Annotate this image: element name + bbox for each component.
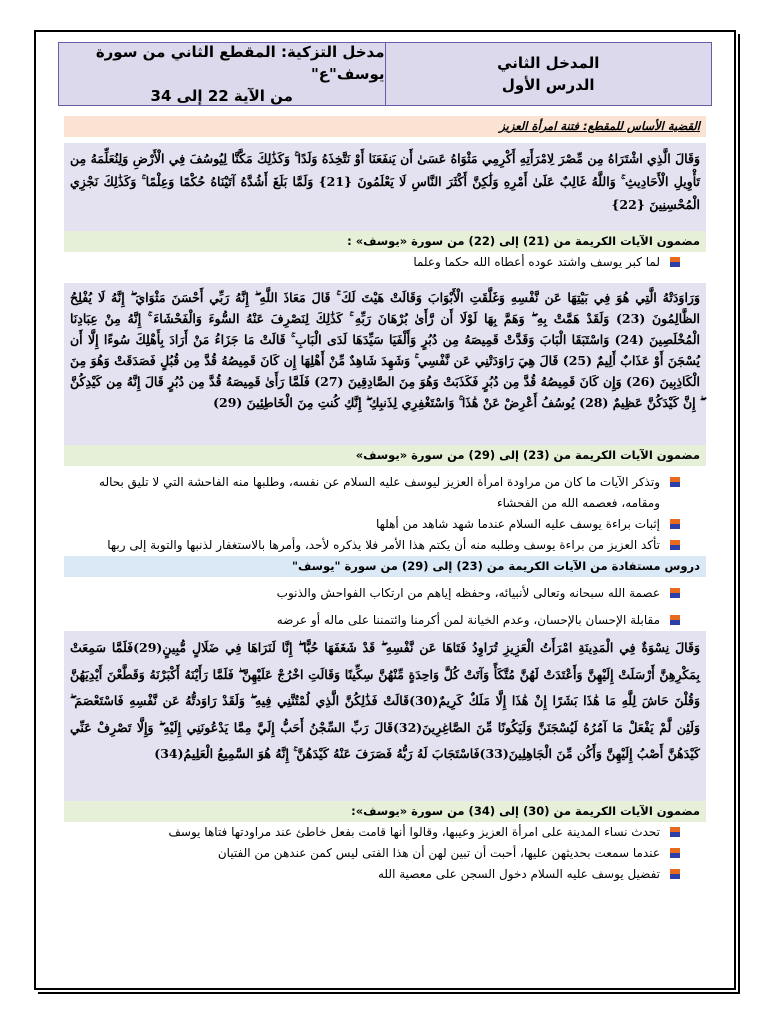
bullet-icon: [670, 540, 680, 550]
verse-block-1: وَقَالَ الَّذِي اشْتَرَاهُ مِن مِّصْرَ لِامْرَأَتِهِ أَكْرِمِي مَثْوَاهُ عَسَىٰ أَن يَنفَعَنَا أَوْ نَتَّخِذَهُ وَلَدًا ۚ وَكَذَٰلِكَ مَكَّنَّا لِيُوسُفَ فِي الْأَرْضِ وَلِنُعَلِّمَهُ مِن تَأْوِيلِ الْأَحَادِيثِ ۚ وَاللَّهُ غَالِبٌ عَلَىٰ أَمْرِهِ وَلَٰكِنَّ أَكْثَرَ النَّاسِ لَا يَعْلَمُونَ {21} وَلَمَّا بَلَغَ أَشُدَّهُ آتَيْنَاهُ حُكْمًا وَعِلْمًا ۚ وَكَذَٰلِكَ نَجْزِي الْمُحْسِنِينَ {22}: [64, 143, 706, 231]
section-heading-4: مضمون الآيات الكريمة من (30) إلى (34) من سورة «يوسف»:: [64, 801, 706, 822]
list-item: تحدث نساء المدينة على امرأة العزيز وعيبها، وقالوا أنها قامت بفعل خاطئ عند مراودتها فتاها يوسف: [70, 822, 680, 843]
bullet-icon: [670, 827, 680, 837]
list-item: عصمة الله سبحانه وتعالى لأنبيائه، وحفظه إياهم من ارتكاب الفواحش والذنوب: [70, 583, 680, 604]
bullet-icon: [670, 477, 680, 487]
section-heading-2: مضمون الآيات الكريمة من (23) إلى (29) من سورة «يوسف»: [64, 445, 706, 466]
bullet-icon: [670, 257, 680, 267]
list-item: لما كبر يوسف واشتد عوده أعطاه الله حكما وعلما: [70, 252, 680, 273]
verse-block-2: وَرَاوَدَتْهُ الَّتِي هُوَ فِي بَيْتِهَا عَن نَّفْسِهِ وَغَلَّقَتِ الْأَبْوَابَ وَقَالَتْ هَيْتَ لَكَ ۚ قَالَ مَعَاذَ اللَّهِ ۖ إِنَّهُ رَبِّي أَحْسَنَ مَثْوَايَ ۖ إِنَّهُ لَا يُفْلِحُ الظَّالِمُونَ (23) وَلَقَدْ هَمَّتْ بِهِ ۖ وَهَمَّ بِهَا لَوْلَا أَن رَّأَىٰ بُرْهَانَ رَبِّهِ ۚ كَذَٰلِكَ لِنَصْرِفَ عَنْهُ السُّوءَ وَالْفَحْشَاءَ ۚ إِنَّهُ مِنْ عِبَادِنَا الْمُخْلَصِينَ (24) وَاسْتَبَقَا الْبَابَ وَقَدَّتْ قَمِيصَهُ مِن دُبُرٍ وَأَلْفَيَا سَيِّدَهَا لَدَى الْبَابِ ۚ قَالَتْ مَا جَزَاءُ مَنْ أَرَادَ بِأَهْلِكَ سُوءًا إِلَّا أَن يُسْجَنَ أَوْ عَذَابٌ أَلِيمٌ (25) قَالَ هِيَ رَاوَدَتْنِي عَن نَّفْسِي ۚ وَشَهِدَ شَاهِدٌ مِّنْ أَهْلِهَا إِن كَانَ قَمِيصُهُ قُدَّ مِن قُبُلٍ فَصَدَقَتْ وَهُوَ مِنَ الْكَاذِبِينَ (26) وَإِن كَانَ قَمِيصُهُ قُدَّ مِن دُبُرٍ فَكَذَبَتْ وَهُوَ مِنَ الصَّادِقِينَ (27) فَلَمَّا رَأَىٰ قَمِيصَهُ قُدَّ مِن دُبُرٍ قَالَ إِنَّهُ مِن كَيْدِكُنَّ ۖ إِنَّ كَيْدَكُنَّ عَظِيمٌ (28) يُوسُفُ أَعْرِضْ عَنْ هَٰذَا ۚ وَاسْتَغْفِرِي لِذَنبِكِ ۖ إِنَّكِ كُنتِ مِنَ الْخَاطِئِينَ (29): [64, 283, 706, 445]
header-entry-title: المدخل الثاني: [497, 54, 600, 72]
content: [64, 116, 706, 885]
issue-band: [64, 116, 706, 137]
verse-block-3: وَقَالَ نِسْوَةٌ فِي الْمَدِينَةِ امْرَأَتُ الْعَزِيزِ تُرَاوِدُ فَتَاهَا عَن نَّفْسِهِ ۖ قَدْ شَغَفَهَا حُبًّا ۖ إِنَّا لَنَرَاهَا فِي ضَلَالٍ مُّبِينٍ(29)فَلَمَّا سَمِعَتْ بِمَكْرِهِنَّ أَرْسَلَتْ إِلَيْهِنَّ وَأَعْتَدَتْ لَهُنَّ مُتَّكَأً وَآتَتْ كُلَّ وَاحِدَةٍ مِّنْهُنَّ سِكِّينًا وَقَالَتِ اخْرُجْ عَلَيْهِنَّ ۖ فَلَمَّا رَأَيْنَهُ أَكْبَرْنَهُ وَقَطَّعْنَ أَيْدِيَهُنَّ وَقُلْنَ حَاشَ لِلَّهِ مَا هَٰذَا بَشَرًا إِنْ هَٰذَا إِلَّا مَلَكٌ كَرِيمٌ(30)قَالَتْ فَذَٰلِكُنَّ الَّذِي لُمْتُنَّنِي فِيهِ ۖ وَلَقَدْ رَاوَدتُّهُ عَن نَّفْسِهِ فَاسْتَعْصَمَ ۖ وَلَئِن لَّمْ يَفْعَلْ مَا آمُرُهُ لَيُسْجَنَنَّ وَلَيَكُونًا مِّنَ الصَّاغِرِينَ(32)قَالَ رَبِّ السِّجْنُ أَحَبُّ إِلَيَّ مِمَّا يَدْعُونَنِي إِلَيْهِ ۖ وَإِلَّا تَصْرِفْ عَنِّي كَيْدَهُنَّ أَصْبُ إِلَيْهِنَّ وَأَكُن مِّنَ الْجَاهِلِينَ(33)فَاسْتَجَابَ لَهُ رَبُّهُ فَصَرَفَ عَنْهُ كَيْدَهُنَّ ۚ إِنَّهُ هُوَ السَّمِيعُ الْعَلِيمُ(34): [64, 631, 706, 801]
core-issue: القضية الأساس للمقطع: فتنة امرأة العزيز: [499, 119, 700, 133]
bullet-icon: [670, 869, 680, 879]
list-item: عندما سمعت بحديثهن عليها، أحبت أن تبين لهن أن هذا الفتى ليس كمن عندهن من الفتيان: [70, 843, 680, 864]
lesson-header: [58, 42, 712, 106]
bullet-icon: [670, 615, 680, 625]
header-lesson-title: الدرس الأول: [501, 76, 595, 94]
header-topic-title: مدخل التزكية: المقطع الثاني من سورة يوسف"ع": [95, 43, 385, 83]
section-list-3: [64, 583, 706, 631]
section-heading-1: مضمون الآيات الكريمة من (21) إلى (22) من سورة «يوسف» :: [64, 231, 706, 252]
list-item: وتذكر الآيات ما كان من مراودة امرأة العزيز ليوسف عليه السلام عن نفسه، وطلبها منه الفاحشة التي لا تليق بحاله ومقامه، فعصمه الله من الفحشاء: [70, 472, 680, 514]
section-list-2: [64, 472, 706, 556]
bullet-icon: [670, 588, 680, 598]
list-item: تفضيل يوسف عليه السلام دخول السجن على معصية الله: [70, 864, 680, 885]
worksheet-page: [34, 30, 736, 990]
bullet-icon: [670, 519, 680, 529]
list-item: تأكد العزيز من براءة يوسف وطلبه منه أن يكتم هذا الأمر فلا يذكره لأحد، وأمرها بالاستغفار لذنبها والتوبة إلى ربها: [70, 535, 680, 556]
header-verse-range: من الآية 22 إلى 34: [150, 87, 293, 105]
section-list-4: [64, 822, 706, 885]
header-topic-cell: [59, 43, 385, 105]
section-heading-3: دروس مستفادة من الآيات الكريمة من (23) إلى (29) من سورة "يوسف": [64, 556, 706, 577]
list-item: إثبات براءة يوسف عليه السلام عندما شهد شاهد من أهلها: [70, 514, 680, 535]
list-item: مقابلة الإحسان بالإحسان، وعدم الخيانة لمن أكرمنا وائتمننا على ماله أو عرضه: [70, 610, 680, 631]
bullet-icon: [670, 848, 680, 858]
header-lesson-cell: [385, 43, 712, 105]
section-list-1: [64, 252, 706, 273]
